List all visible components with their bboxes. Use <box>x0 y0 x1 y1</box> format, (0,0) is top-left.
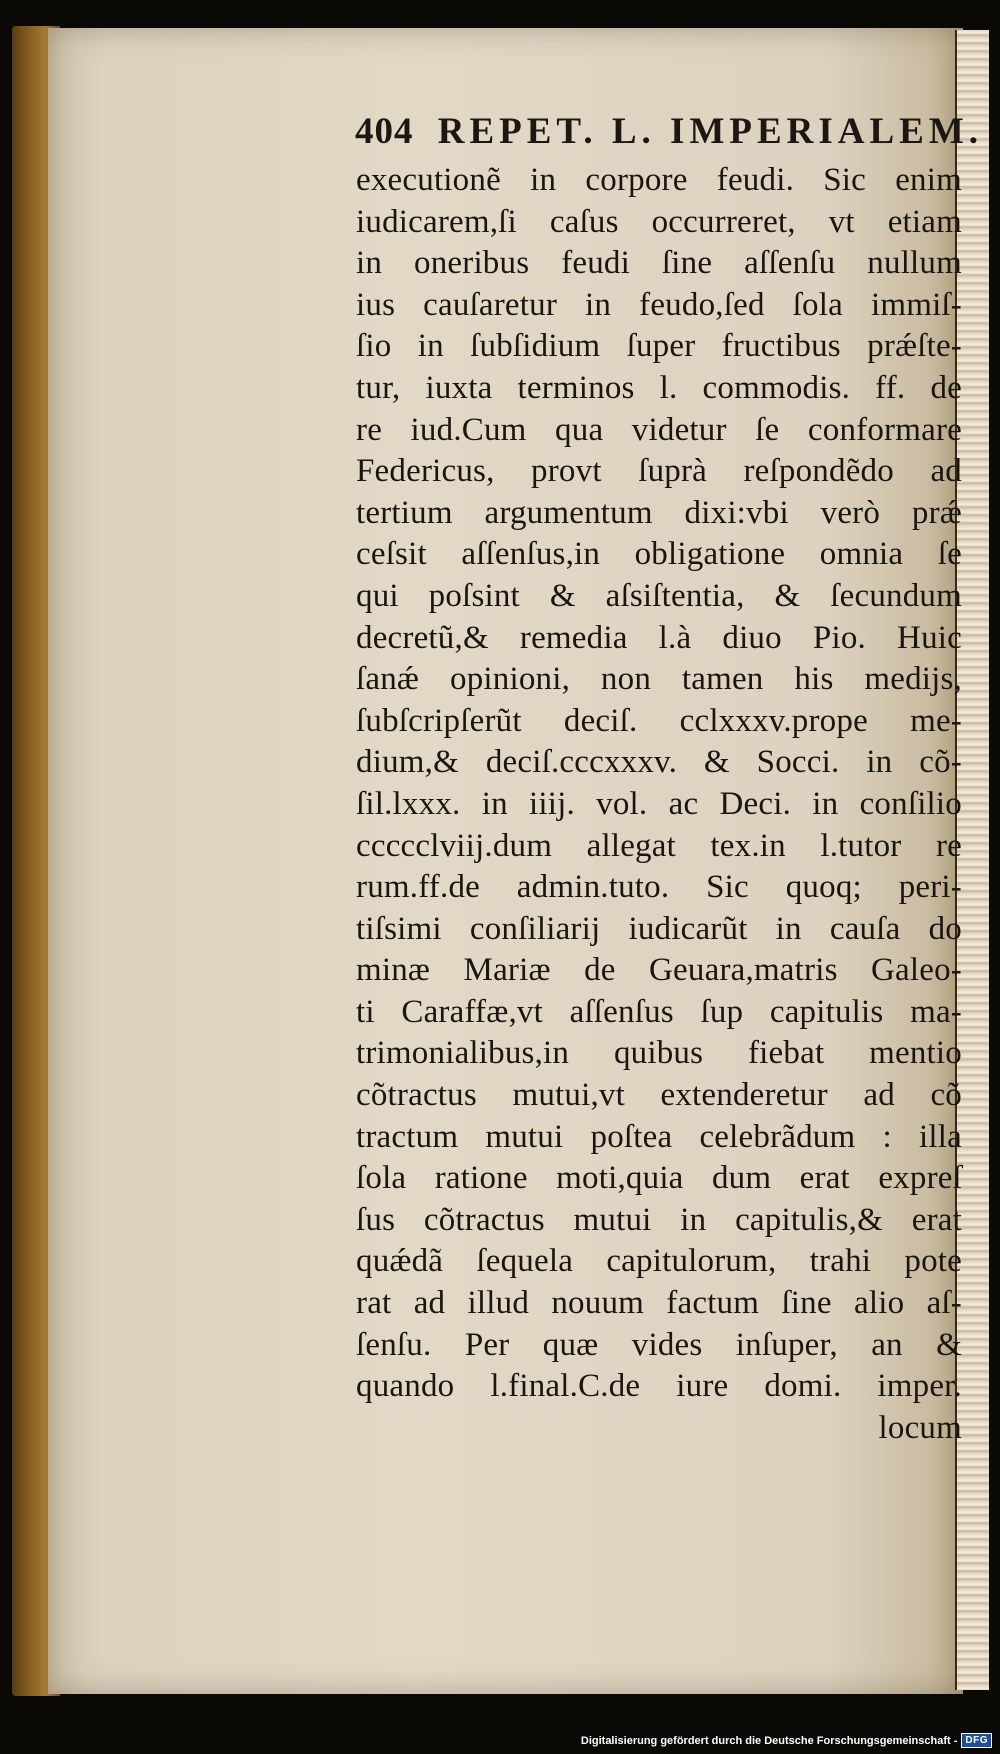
text-line: quando l.final.C.de iure domi. imper. <box>356 1368 962 1405</box>
text-line: re iud.Cum qua videtur ſe conformare <box>356 411 962 448</box>
text-line: trimonialibus,in quibus fiebat mentio <box>356 1035 962 1072</box>
text-line: decretũ,& remedia l.à diuo Pio. Huic <box>356 619 962 656</box>
text-line: tur, iuxta terminos l. commodis. ff. de <box>356 369 962 406</box>
text-line: ſanǽ opinioni, non tamen his medijs, <box>356 661 962 698</box>
credit-text: Digitalisierung gefördert durch die Deutsche Forschungsgemeinschaft - <box>580 1734 958 1747</box>
text-line: in oneribus feudi ſine aſſenſu nullum <box>356 245 962 282</box>
digitization-credit <box>581 1733 992 1748</box>
text-line: rum.ff.de admin.tuto. Sic quoq; peri- <box>356 869 962 906</box>
text-line: ſus cõtractus mutui in capitulis,& erat <box>356 1201 962 1238</box>
text-line: ſio in ſubſidium ſuper fructibus prǽſte- <box>356 328 962 365</box>
text-line: cõtractus mutui,vt extenderetur ad cõ <box>356 1077 962 1114</box>
text-line: ſil.lxxx. in iiij. vol. ac Deci. in conſilio <box>356 785 962 822</box>
text-line: ſubſcripſerũt deciſ. cclxxxv.prope me- <box>356 702 962 739</box>
text-line: rat ad illud nouum factum ſine alio aſ- <box>356 1285 962 1322</box>
dfg-logo: DFG <box>961 1733 992 1748</box>
text-line: tiſsimi conſiliarij iudicarũt in cauſa do <box>356 910 962 947</box>
text-line: ccccclviij.dum allegat tex.in l.tutor re <box>356 827 962 864</box>
text-line: qui poſsint & aſsiſtentia, & ſecundum <box>356 577 962 614</box>
text-line: quǽdã ſequela capitulorum, trahi pote <box>356 1243 962 1280</box>
text-line: dium,& deciſ.cccxxxv. & Socci. in cõ- <box>356 744 962 781</box>
text-line: ceſsit aſſenſus,in obligatione omnia ſe <box>356 536 962 573</box>
text-line: tractum mutui poſtea celebrãdum : illa <box>356 1118 962 1155</box>
text-line: Federicus, provt ſuprà reſpondẽdo ad <box>356 453 962 490</box>
text-block <box>356 160 962 1449</box>
running-title: REPET. L. IMPERIALEM. <box>437 111 984 152</box>
text-line: ſola ratione moti,quia dum erat expreſ <box>356 1160 962 1197</box>
text-line: minæ Mariæ de Geuara,matris Galeo- <box>356 952 962 989</box>
running-head <box>355 110 984 153</box>
text-line: iudicarem,ſi caſus occurreret, vt etiam <box>356 203 962 240</box>
text-line: ti Caraffæ,vt aſſenſus ſup capitulis ma- <box>356 993 962 1030</box>
page-number: 404 <box>355 111 414 152</box>
text-line: executionẽ in corpore feudi. Sic enim <box>356 162 962 198</box>
text-line: tertium argumentum dixi:vbi verò prǽ <box>356 494 962 531</box>
text-line: ius cauſaretur in feudo,ſed ſola immiſ- <box>356 286 962 323</box>
text-line: ſenſu. Per quæ vides inſuper, an & <box>356 1326 962 1363</box>
catchword: locum <box>878 1409 962 1446</box>
